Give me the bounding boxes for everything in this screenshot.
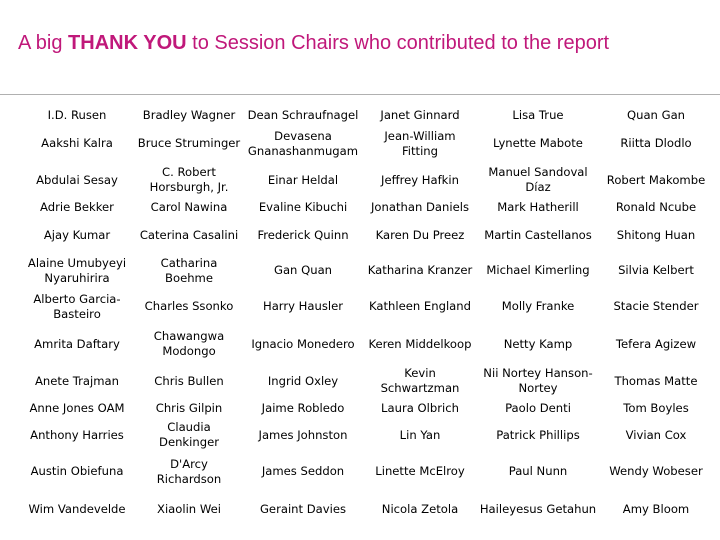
chair-name-cell: Jonathan Daniels [371,200,469,214]
session-chairs-body [18,106,712,528]
chair-name-cell: Jeffrey Hafkin [381,172,459,187]
chair-name-cell: Harry Hausler [262,299,344,313]
table-row [18,217,712,253]
table-row [18,125,712,162]
chair-name-cell: Kathleen England [369,299,471,313]
chair-name-cell: Ingrid Oxley [267,373,339,388]
chair-name-cell: Lynette Mabote [493,136,583,150]
chair-name-cell: Vivian Cox [625,427,687,442]
chair-name-cell: Jaime Robledo [261,400,345,415]
chair-name-cell: Molly Franke [501,299,575,313]
chair-name-cell: Manuel Sandoval Díaz [488,165,588,194]
table-row [18,162,712,198]
chair-name-cell: Martin Castellanos [484,227,592,242]
chair-name-cell: Gan Quan [273,263,333,277]
chair-name-cell: Bruce Struminger [137,136,241,150]
chair-name-cell: Dean Schraufnagel [247,108,359,122]
chair-name-cell: Caterina Casalini [139,227,239,242]
chair-name-cell: Katharina Kranzer [367,263,473,277]
chair-name-cell: Einar Heldal [267,172,339,187]
chair-name-cell: Aakshi Kalra [41,136,113,150]
chair-name-cell: Keren Middelkoop [368,336,472,351]
chair-name-cell: Paul Nunn [508,464,568,478]
chair-name-cell: Austin Obiefuna [30,464,124,478]
chair-name-cell: Netty Kamp [503,336,573,351]
table-row [18,417,712,453]
chair-name-cell: Tefera Agizew [615,336,697,351]
chair-name-cell: Paolo Denti [505,400,571,415]
chair-name-cell: Nii Nortey Hanson-Nortey [483,366,593,395]
table-row [18,198,712,217]
chair-name-cell: Mark Hatherill [497,200,579,214]
chair-name-cell: Amrita Daftary [34,336,120,351]
chair-name-cell: Alberto Garcia-Basteiro [33,291,121,321]
chair-name-cell: Anne Jones OAM [29,400,125,415]
chair-name-cell: Geraint Davies [259,501,347,516]
chair-name-cell: Anthony Harries [30,427,124,442]
table-row [18,253,712,288]
chair-name-cell: Thomas Matte [614,373,698,388]
chair-name-cell: Devasena Gnanashanmugam [247,128,359,158]
chair-name-cell: Patrick Phillips [496,427,580,442]
chair-name-cell: Janet Ginnard [380,108,460,122]
chair-name-cell: Stacie Stender [613,299,699,313]
chair-name-cell: Laura Olbrich [381,400,459,415]
chair-name-cell: Alaine Umubyeyi Nyaruhirira [27,255,127,285]
chair-name-cell: Michael Kimerling [486,263,590,277]
chair-name-cell: Jean-William Fitting [384,128,456,158]
chair-name-cell: Lisa True [512,108,564,122]
chair-name-cell: Ajay Kumar [43,227,111,242]
chair-name-cell: Nicola Zetola [381,501,459,516]
chair-name-cell: I.D. Rusen [47,108,107,122]
table-row [18,399,712,417]
chair-name-cell: Chawangwa Modongo [153,329,225,358]
chair-name-cell: Haileyesus Getahun [479,501,597,516]
chair-name-cell: Chris Bullen [154,373,224,388]
title-emphasis: THANK YOU [68,32,187,54]
chair-name-cell: Charles Ssonko [144,299,234,313]
chair-name-cell: Quan Gan [626,108,686,122]
chair-name-cell: Carol Nawina [150,200,228,214]
chair-name-cell: Amy Bloom [622,501,690,516]
chair-name-cell: Ignacio Monedero [251,336,355,351]
chair-name-cell: Frederick Quinn [257,227,349,242]
chair-name-cell: Silvia Kelbert [618,263,694,277]
chair-name-cell: James Johnston [258,427,348,442]
table-row [18,453,712,490]
chair-name-cell: Xiaolin Wei [157,501,221,516]
chair-name-cell: James Seddon [261,464,345,478]
chair-name-cell: Linette McElroy [375,464,465,478]
table-row [18,363,712,399]
chair-name-cell: Karen Du Preez [375,227,465,242]
chair-name-cell: Lin Yan [399,427,441,442]
chair-name-cell: Shitong Huan [616,227,696,242]
chair-name-cell: Robert Makombe [606,172,706,187]
slide-title [18,29,708,57]
chair-name-cell: Ronald Ncube [615,200,697,214]
chair-name-cell: Wim Vandevelde [28,501,126,516]
session-chairs-table [18,106,712,528]
table-row [18,490,712,528]
chair-name-cell: Claudia Denkinger [159,420,219,449]
chair-name-cell: Bradley Wagner [142,108,236,122]
chair-name-cell: Riitta Dlodlo [620,136,692,150]
table-row [18,288,712,325]
title-divider [0,94,720,95]
chair-name-cell: Adrie Bekker [40,200,114,214]
chair-name-cell: Kevin Schwartzman [380,366,460,395]
title-suffix: to Session Chairs who contributed to the report [186,32,610,54]
title-prefix: A big [18,32,69,54]
chair-name-cell: Chris Gilpin [155,400,223,415]
chair-name-cell: Wendy Wobeser [609,464,703,478]
chair-name-cell: C. Robert Horsburgh, Jr. [149,165,229,194]
chair-name-cell: D'Arcy Richardson [156,456,222,486]
table-row [18,106,712,125]
chair-name-cell: Catharina Boehme [160,255,218,285]
chair-name-cell: Anete Trajman [35,373,119,388]
table-row [18,325,712,363]
chair-name-cell: Tom Boyles [623,400,689,415]
chair-name-cell: Evaline Kibuchi [258,200,348,214]
chair-name-cell: Abdulai Sesay [36,172,118,187]
